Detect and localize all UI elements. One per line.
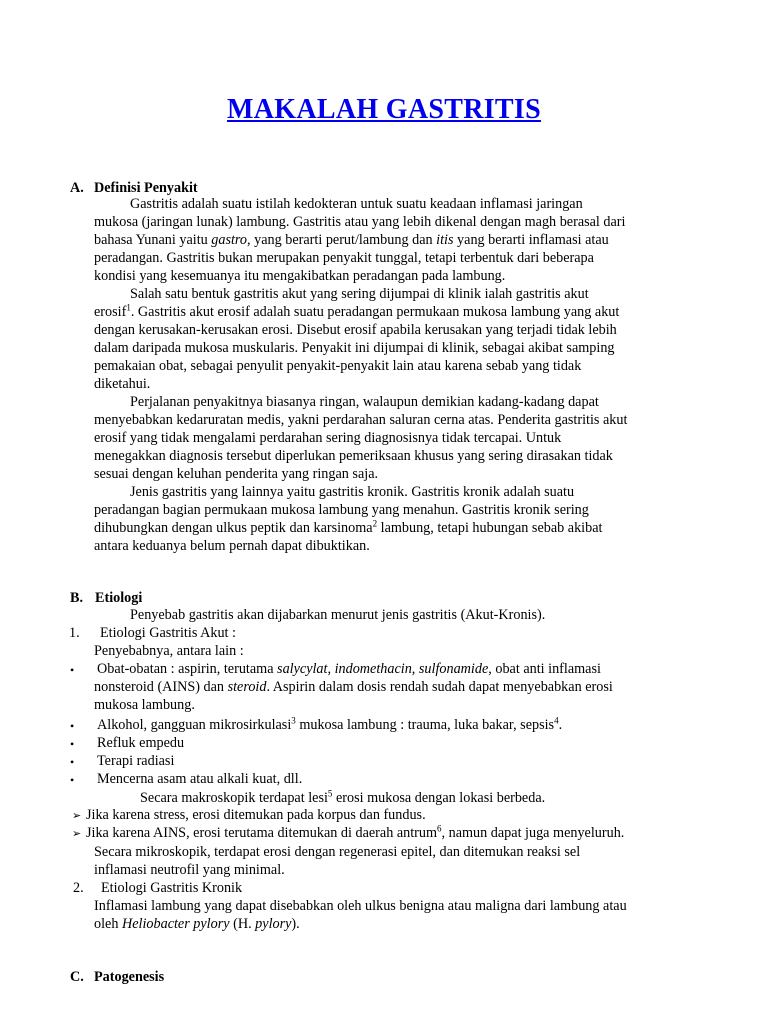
- list-item-heading: Etiologi Gastritis Kronik: [101, 880, 243, 896]
- arrow-item: Jika karena AINS, erosi terutama ditemukan di daerah antrum$^6$, namun dapat juga menyeluruh.: [86, 823, 625, 841]
- footnote-ref: 5: [327, 788, 333, 799]
- arrow-bullet-icon: ➢: [72, 810, 82, 822]
- arrow-item: Jika karena stress, erosi ditemukan pada korpus dan fundus.: [86, 807, 426, 823]
- section-a-line: Perjalanan penyakitnya biasanya ringan, walaupun demikian kadang-kadang dapat: [130, 394, 599, 410]
- section-a-line: erosif yang tidak mengalami perdarahan sering diagnosisnya tidak tercapai. Untuk: [94, 430, 562, 446]
- bullet-item: mukosa lambung.: [94, 697, 195, 713]
- section-a-label: A.: [70, 180, 84, 196]
- bullet-icon: •: [70, 773, 75, 787]
- section-a-line: dihubungkan dengan ulkus peptik dan karsinoma$^2$ lambung, tetapi hubungan sebab akibat: [94, 518, 603, 536]
- section-a-line: pemakaian obat, sebagai penyulit penyakit-penyakit lain atau karena sebab yang tidak: [94, 358, 582, 374]
- bullet-icon: •: [70, 663, 75, 677]
- section-b-label: B.: [70, 590, 84, 606]
- section-a-line: Jenis gastritis yang lainnya yaitu gastritis kronik. Gastritis kronik adalah suatu: [130, 484, 575, 500]
- bullet-icon: •: [70, 737, 75, 751]
- section-a-line: Salah satu bentuk gastritis akut yang sering dijumpai di klinik ialah gastritis akut: [130, 286, 589, 302]
- section-b-intro: Penyebab gastritis akan dijabarkan menurut jenis gastritis (Akut-Kronis).: [130, 607, 546, 623]
- footnote-ref: 6: [437, 823, 442, 834]
- bullet-item: Terapi radiasi: [97, 753, 175, 769]
- section-a-line: bahasa Yunani yaitu gastro, yang berarti perut/lambung dan itis yang berarti inflamasi atau: [94, 232, 609, 248]
- list-item-heading: Etiologi Gastritis Akut :: [100, 625, 236, 641]
- paragraph-line: Secara mikroskopik, terdapat erosi dengan regenerasi epitel, dan ditemukan reaksi sel: [94, 844, 581, 860]
- section-a-line: peradangan bagian permukaan mukosa lambung yang menahun. Gastritis kronik sering: [94, 502, 589, 518]
- arrow-bullet-icon: ➢: [72, 828, 82, 840]
- footnote-ref: 1: [126, 302, 131, 313]
- paragraph-line: oleh Heliobacter pylory (H. pylory).: [94, 916, 300, 932]
- page-title: MAKALAH GASTRITIS: [227, 94, 541, 125]
- footnote-ref: 4: [554, 715, 559, 726]
- section-a-line: menegakkan diagnosis tersebut diperlukan pemeriksaan khusus yang sering dirasakan tidak: [94, 448, 613, 464]
- paragraph-line: Secara makroskopik terdapat lesi$^5$ erosi mukosa dengan lokasi berbeda.: [140, 788, 546, 806]
- bullet-item: Obat-obatan : aspirin, terutama salycylat, indomethacin, sulfonamide, obat anti inflamasi: [97, 661, 601, 677]
- paragraph-line: Inflamasi lambung yang dapat disebabkan oleh ulkus benigna atau maligna dari lambung atau: [94, 898, 627, 914]
- list-item-text: Penyebabnya, antara lain :: [94, 643, 244, 659]
- section-a-line: Gastritis adalah suatu istilah kedokteran untuk suatu keadaan inflamasi jaringan: [130, 196, 583, 212]
- bullet-item: Mencerna asam atau alkali kuat, dll.: [97, 771, 303, 787]
- section-a-heading: Definisi Penyakit: [94, 180, 198, 196]
- section-a-line: diketahui.: [94, 376, 151, 392]
- section-a-line: menyebabkan kedaruratan medis, yakni perdarahan saluran cerna atas. Penderita gastritis akut: [94, 412, 628, 428]
- section-a-line: mukosa (jaringan lunak) lambung. Gastritis atau yang lebih dikenal dengan magh berasal dari: [94, 214, 626, 230]
- bullet-item: nonsteroid (AINS) dan steroid. Aspirin dalam dosis rendah sudah dapat menyebabkan erosi: [94, 679, 613, 695]
- bullet-item: Alkohol, gangguan mikrosirkulasi$^3$ mukosa lambung : trauma, luka bakar, sepsis$^4$.: [97, 715, 563, 733]
- list-number: 1.: [69, 625, 80, 641]
- section-a-line: peradangan. Gastritis bukan merupakan penyakit tunggal, tetapi terbentuk dari beberapa: [94, 250, 594, 266]
- bullet-icon: •: [70, 755, 75, 769]
- section-a-line: erosif$^1$. Gastritis akut erosif adalah suatu peradangan permukaan mukosa lambung yang akut: [94, 302, 620, 320]
- footnote-ref: 3: [291, 715, 296, 726]
- section-b-heading: Etiologi: [95, 590, 143, 606]
- section-c-heading: Patogenesis: [94, 969, 165, 985]
- section-a-line: kondisi yang kesemuanya itu mengakibatkan peradangan pada lambung.: [94, 268, 506, 284]
- footnote-ref: 2: [372, 518, 378, 529]
- bullet-icon: •: [70, 719, 75, 733]
- section-a-line: dalam daripada mukosa muskularis. Penyakit ini dijumpai di klinik, sebagai akibat samping: [94, 340, 615, 356]
- section-a-line: dengan kerusakan-kerusakan erosi. Disebut erosif apabila kerusakan yang terjadi tidak lebih: [94, 322, 617, 338]
- section-a-line: antara keduanya belum pernah dapat dibuktikan.: [94, 538, 370, 554]
- section-c-label: C.: [70, 969, 84, 985]
- list-number: 2.: [73, 880, 84, 896]
- section-a-line: sesuai dengan keluhan penderita yang ringan saja.: [94, 466, 379, 482]
- paragraph-line: inflamasi neutrofil yang minimal.: [94, 862, 285, 878]
- bullet-item: Refluk empedu: [97, 735, 185, 751]
